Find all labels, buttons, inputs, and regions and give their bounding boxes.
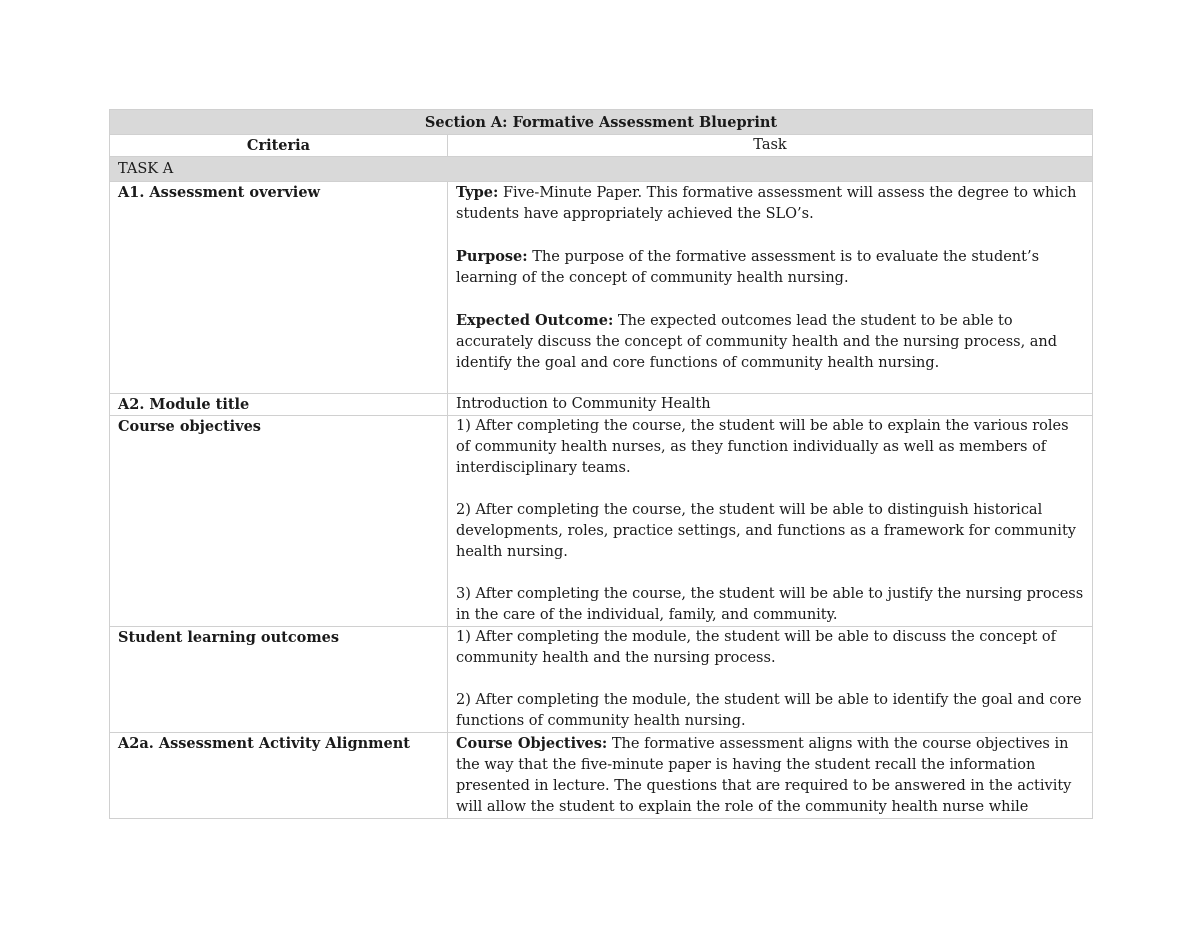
purpose-text: The purpose of the formative assessment is to evaluate the student’s learning of the concept of community health nursing. [456,249,1040,286]
task-band-label: TASK A [110,157,1093,182]
type-label: Type: [456,184,499,201]
criteria-cell-a2: A2. Module title [110,394,448,416]
purpose-paragraph [456,246,1084,289]
purpose-label: Purpose: [456,248,528,265]
criteria-cell-a1: A1. Assessment overview [110,182,448,394]
expected-outcome-label: Expected Outcome: [456,312,614,329]
alignment-paragraph [456,733,1084,818]
table-row [110,182,1093,394]
task-cell-slo [448,627,1093,733]
type-paragraph [456,182,1084,225]
task-cell-a2a [448,733,1093,819]
table-title-row [110,110,1093,135]
table-title: Section A: Formative Assessment Blueprint [110,110,1093,135]
criteria-cell-slo: Student learning outcomes [110,627,448,733]
blueprint-table [109,109,1093,819]
course-objective-item: 1) After completing the course, the student will be able to explain the various roles of community health nurses, as they function individually as well as members of interdisciplinary teams. [456,418,1069,476]
alignment-label: Course Objectives: [456,735,608,752]
task-band-row [110,157,1093,182]
table-row [110,627,1093,733]
table-row [110,416,1093,627]
criteria-cell-a2a: A2a. Assessment Activity Alignment [110,733,448,819]
criteria-column-header: Criteria [110,135,448,157]
task-cell-course-objectives [448,416,1093,627]
slo-item: 2) After completing the module, the student will be able to identify the goal and core functions of community health nursing. [456,692,1082,729]
slo-item: 1) After completing the module, the student will be able to discuss the concept of community health and the nursing process. [456,629,1057,666]
expected-outcome-paragraph [456,310,1084,374]
alignment-text: The formative assessment aligns with the course objectives in the way that the five-minute paper is having the student recall the information presented in lecture. The questions that are required to be answered in the activity will allow the student to explain the role of the community health nurse while [456,736,1072,815]
expected-outcome-text: The expected outcomes lead the student to be able to accurately discuss the concept of community health and the nursing process, and identify the goal and core functions of community health nursing. [456,313,1058,371]
task-cell-a1 [448,182,1093,394]
type-text: Five-Minute Paper. This formative assessment will assess the degree to which students have appropriately achieved the SLO’s. [456,185,1077,222]
criteria-cell-course-objectives: Course objectives [110,416,448,627]
course-objective-item: 3) After completing the course, the student will be able to justify the nursing process in the care of the individual, family, and community. [456,586,1084,623]
table-row [110,733,1093,819]
table-row [110,394,1093,416]
module-title-value: Introduction to Community Health [448,394,1093,416]
course-objective-item: 2) After completing the course, the student will be able to distinguish historical developments, roles, practice settings, and functions as a framework for community health nursing. [456,502,1076,560]
column-header-row [110,135,1093,157]
task-column-header: Task [448,135,1093,157]
